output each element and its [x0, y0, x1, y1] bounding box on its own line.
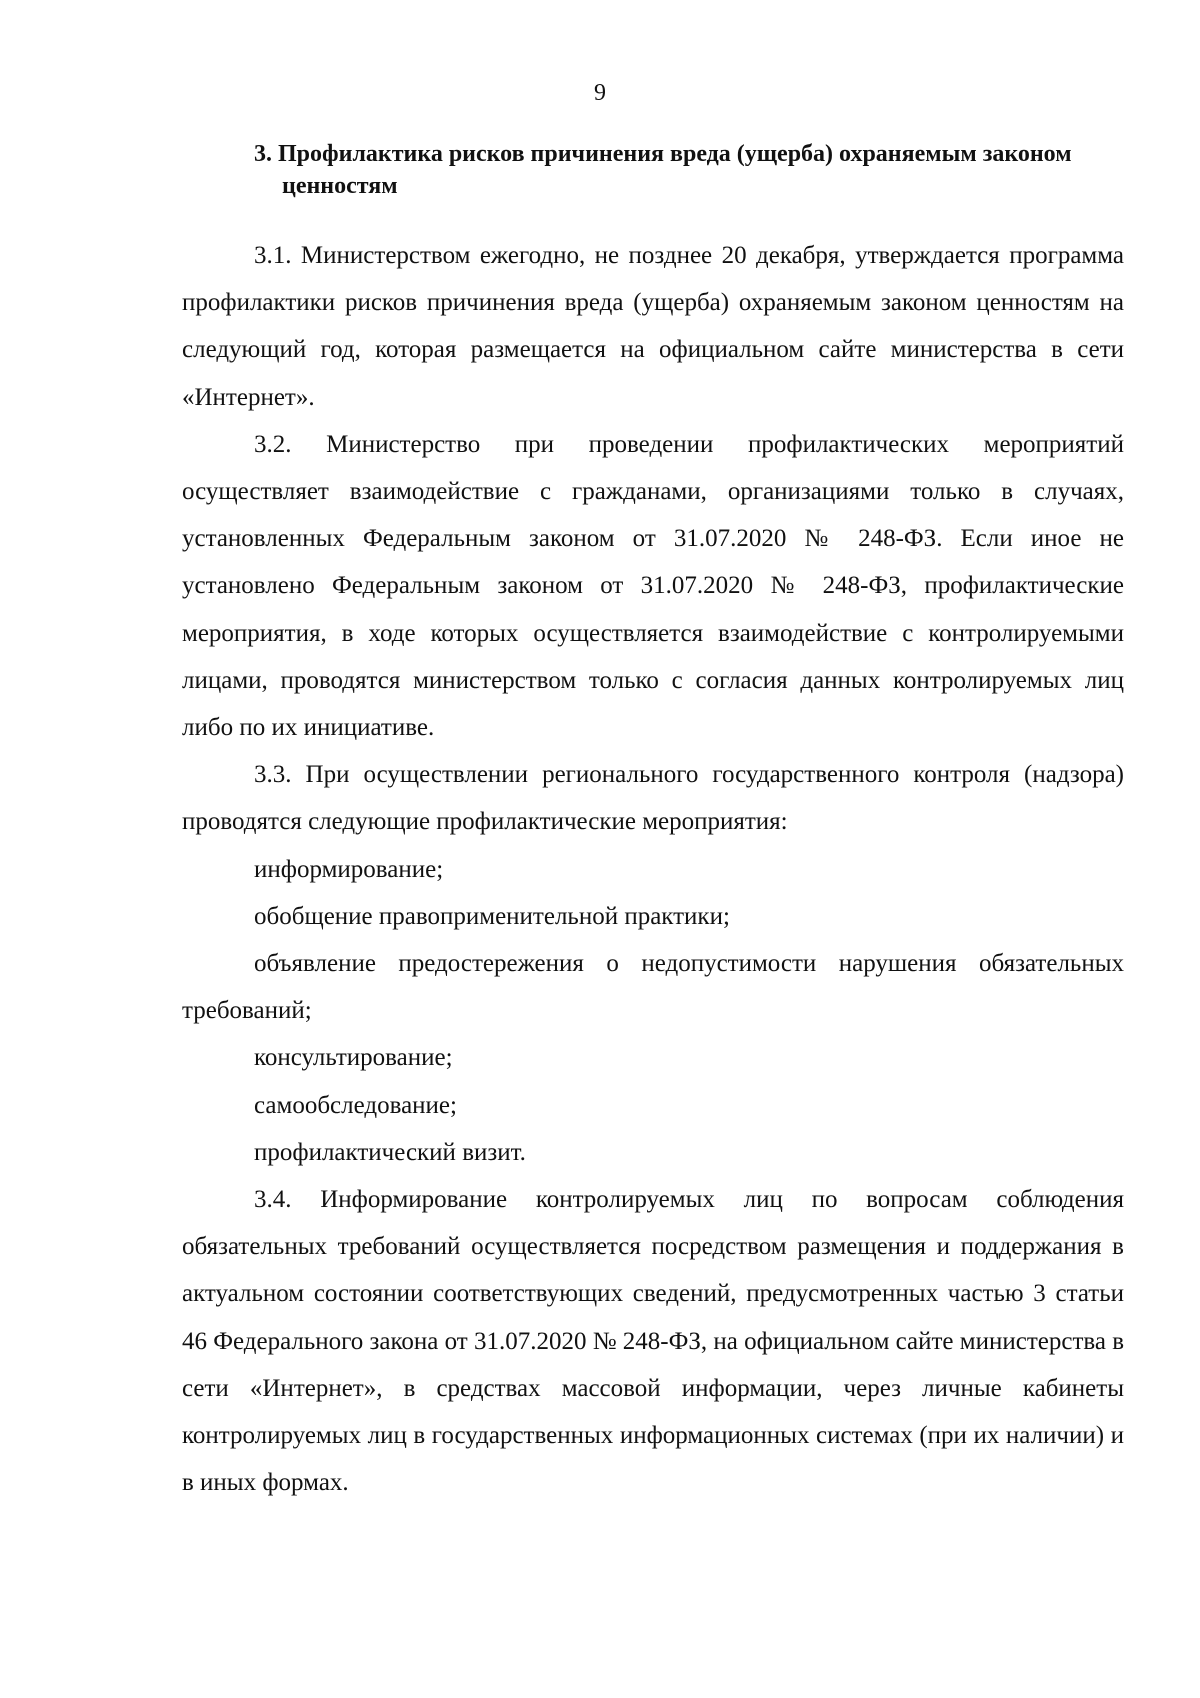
page-number: 9 — [594, 80, 606, 106]
section-title-text: 3. Профилактика рисков причинения вреда (ущерба) охраняемым законом ценностям — [254, 141, 1072, 199]
list-item-consulting: консультирование; — [254, 1044, 453, 1072]
list-item-self-inspection: самообследование; — [254, 1091, 457, 1119]
section-title — [254, 138, 1124, 202]
document-body — [182, 232, 1124, 1506]
paragraph-3-4: 3.4. Информирование контролируемых лиц по вопросам соблюдения обязательных требований осуществляется посредством размещения и поддержания в актуальном состоянии соответствующих сведений, предусмотренных частью 3 статьи 46 Федерального закона от 31.07.2020 № 248-ФЗ, на официальном сайте министерства в сети «Интернет», в средствах массовой информации, через личные кабинеты контролируемых лиц в государственных информационных системах (при их наличии) и в иных формах. — [182, 1186, 1125, 1497]
list-item-preventive-visit: профилактический визит. — [254, 1138, 526, 1166]
list-item-practice-summary: обобщение правоприменительной практики; — [254, 902, 730, 930]
list-item-informing: информирование; — [254, 855, 444, 883]
list-item-warning: объявление предостережения о недопустимости нарушения обязательных требований; — [182, 950, 1124, 1025]
paragraph-3-3: 3.3. При осуществлении регионального государственного контроля (надзора) проводятся следующие профилактические мероприятия: — [182, 761, 1124, 836]
paragraph-3-2: 3.2. Министерство при проведении профилактических мероприятий осуществляет взаимодействие с гражданами, организациями только в случаях, установленных Федеральным законом от 31.07.2020 № 248-ФЗ. Если иное не установлено Федеральным законом от 31.07.2020 № 248-ФЗ, профилактические мероприятия, в ходе которых осуществляется взаимодействие с контролируемыми лицами, проводятся министерством только с согласия данных контролируемых лиц либо по их инициативе. — [182, 430, 1124, 742]
paragraph-3-1: 3.1. Министерством ежегодно, не позднее 20 декабря, утверждается программа профилактики рисков причинения вреда (ущерба) охраняемым законом ценностям на следующий год, которая размещается на официальном сайте министерства в сети «Интернет». — [182, 242, 1124, 411]
